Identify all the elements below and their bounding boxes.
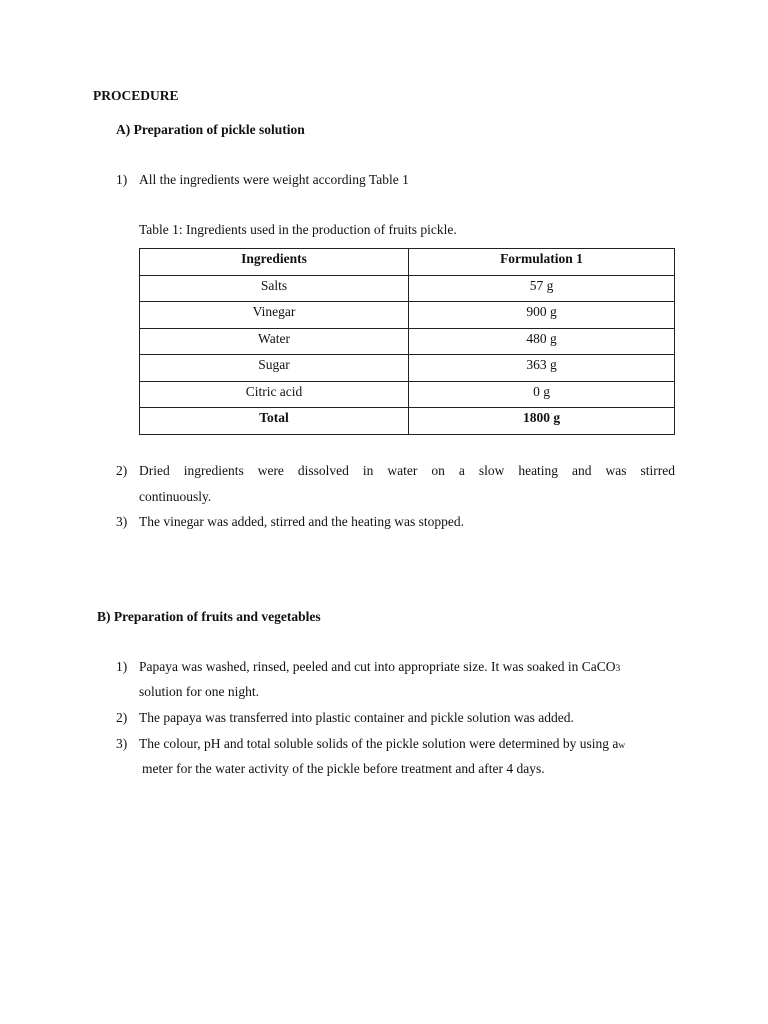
step-text-main: The colour, pH and total soluble solids of the pickle solution were determined by using a <box>139 736 619 751</box>
ingredient-cell: Salts <box>140 275 409 302</box>
table-row <box>140 381 675 408</box>
table-total-row <box>140 408 675 435</box>
step-text-line <box>139 736 625 752</box>
step-number: 1) <box>116 659 128 674</box>
step-text: The papaya was transferred into plastic container and pickle solution was added. <box>139 710 574 725</box>
step-number: 3) <box>116 736 128 751</box>
step-text: All the ingredients were weight according Table 1 <box>139 172 409 187</box>
subscript-w: w <box>618 741 626 751</box>
step-number: 3) <box>116 514 128 529</box>
step-text-main: Papaya was washed, rinsed, peeled and cut into appropriate size. It was soaked in CaCO <box>139 659 616 674</box>
step-text-line <box>139 659 620 675</box>
ingredients-table <box>139 248 675 435</box>
table-row <box>140 302 675 329</box>
section-b-heading: B) Preparation of fruits and vegetables <box>97 609 321 624</box>
amount-cell: 57 g <box>409 275 675 302</box>
ingredient-cell: Citric acid <box>140 381 409 408</box>
column-header-ingredients: Ingredients <box>140 249 409 276</box>
column-header-formulation: Formulation 1 <box>409 249 675 276</box>
ingredient-cell: Water <box>140 328 409 355</box>
step-number: 2) <box>116 710 128 725</box>
amount-cell: 363 g <box>409 355 675 382</box>
subscript-3: 3 <box>615 664 621 674</box>
table-row <box>140 328 675 355</box>
ingredient-cell: Sugar <box>140 355 409 382</box>
table-row <box>140 275 675 302</box>
amount-cell: 480 g <box>409 328 675 355</box>
step-text-line: Dried ingredients were dissolved in water on a slow heating and was stirred <box>139 463 675 478</box>
step-number: 2) <box>116 463 128 478</box>
table-header-row <box>140 249 675 276</box>
section-a-heading: A) Preparation of pickle solution <box>116 122 305 137</box>
amount-cell: 0 g <box>409 381 675 408</box>
amount-cell: 900 g <box>409 302 675 329</box>
step-text-line: continuously. <box>139 489 212 504</box>
total-label-cell: Total <box>140 408 409 435</box>
step-text-line: meter for the water activity of the pickle before treatment and after 4 days. <box>142 761 545 776</box>
table-caption: Table 1: Ingredients used in the production of fruits pickle. <box>139 222 457 237</box>
step-text: The vinegar was added, stirred and the heating was stopped. <box>139 514 465 529</box>
document-title: PROCEDURE <box>93 88 179 103</box>
step-number: 1) <box>116 172 128 187</box>
step-text-line: solution for one night. <box>139 684 259 699</box>
ingredient-cell: Vinegar <box>140 302 409 329</box>
total-amount-cell: 1800 g <box>409 408 675 435</box>
table-row <box>140 355 675 382</box>
